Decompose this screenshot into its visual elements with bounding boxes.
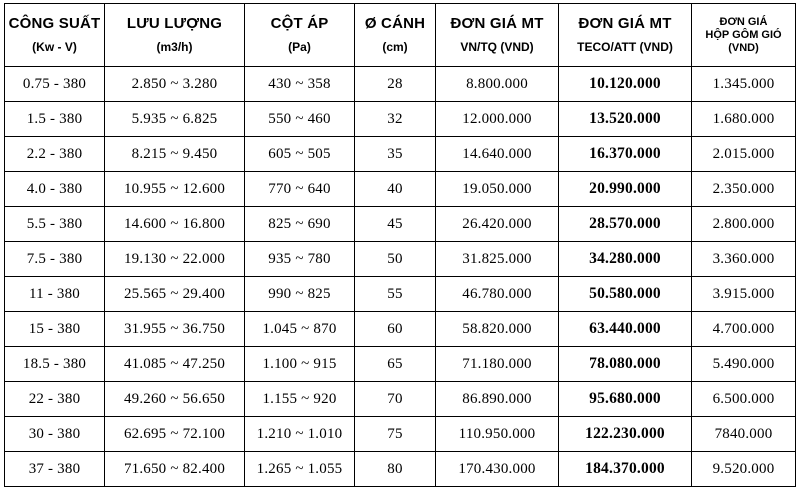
cell-price-teco-att: 184.370.000 [559,452,692,487]
table-row [5,452,796,487]
cell-power: 22 - 380 [5,382,105,417]
header-row [5,4,796,67]
cell-power: 4.0 - 380 [5,172,105,207]
cell-price-box: 2.350.000 [692,172,796,207]
cell-power: 0.75 - 380 [5,67,105,102]
cell-airflow: 71.650 ~ 82.400 [105,452,245,487]
header-price-teco-att [559,4,692,67]
cell-price-vn-tq: 12.000.000 [436,102,559,137]
cell-blade-diameter: 80 [355,452,436,487]
header-price-box [692,4,796,67]
cell-price-box: 1.680.000 [692,102,796,137]
table-body [5,67,796,487]
cell-power: 7.5 - 380 [5,242,105,277]
header-airflow [105,4,245,67]
cell-price-vn-tq: 19.050.000 [436,172,559,207]
cell-blade-diameter: 75 [355,417,436,452]
cell-airflow: 8.215 ~ 9.450 [105,137,245,172]
header-airflow-title: LƯU LƯỢNG [126,15,223,32]
header-power-unit: (Kw - V) [32,40,77,54]
price-table-container [4,3,795,489]
header-airflow-unit: (m3/h) [156,40,193,54]
cell-airflow: 19.130 ~ 22.000 [105,242,245,277]
cell-power: 18.5 - 380 [5,347,105,382]
cell-price-vn-tq: 110.950.000 [436,417,559,452]
cell-blade-diameter: 50 [355,242,436,277]
table-row [5,172,796,207]
cell-price-teco-att: 50.580.000 [559,277,692,312]
cell-price-box: 9.520.000 [692,452,796,487]
cell-price-teco-att: 95.680.000 [559,382,692,417]
cell-price-vn-tq: 26.420.000 [436,207,559,242]
header-price-vn-unit: VN/TQ (VND) [460,40,534,54]
cell-price-teco-att: 16.370.000 [559,137,692,172]
cell-price-box: 7840.000 [692,417,796,452]
table-row [5,382,796,417]
header-power [5,4,105,67]
cell-price-box: 5.490.000 [692,347,796,382]
cell-blade-diameter: 28 [355,67,436,102]
cell-pressure: 430 ~ 358 [245,67,355,102]
header-box-unit: (VND) [728,41,759,54]
cell-pressure: 825 ~ 690 [245,207,355,242]
cell-pressure: 550 ~ 460 [245,102,355,137]
cell-price-teco-att: 13.520.000 [559,102,692,137]
table-row [5,67,796,102]
table-row [5,137,796,172]
cell-price-vn-tq: 58.820.000 [436,312,559,347]
header-price-teco-unit: TECO/ATT (VND) [577,40,673,54]
table-row [5,102,796,137]
cell-pressure: 1.210 ~ 1.010 [245,417,355,452]
header-price-vn-tq [436,4,559,67]
cell-price-vn-tq: 14.640.000 [436,137,559,172]
cell-price-box: 2.015.000 [692,137,796,172]
cell-pressure: 1.100 ~ 915 [245,347,355,382]
cell-blade-diameter: 45 [355,207,436,242]
table-row [5,312,796,347]
cell-power: 37 - 380 [5,452,105,487]
cell-price-vn-tq: 46.780.000 [436,277,559,312]
cell-price-vn-tq: 31.825.000 [436,242,559,277]
cell-power: 5.5 - 380 [5,207,105,242]
cell-power: 11 - 380 [5,277,105,312]
cell-pressure: 1.045 ~ 870 [245,312,355,347]
table-row [5,277,796,312]
cell-pressure: 1.155 ~ 920 [245,382,355,417]
header-blade-unit: (cm) [382,40,408,54]
cell-power: 15 - 380 [5,312,105,347]
cell-pressure: 935 ~ 780 [245,242,355,277]
cell-pressure: 770 ~ 640 [245,172,355,207]
header-price-vn-title: ĐƠN GIÁ MT [450,15,544,32]
header-blade-diameter [355,4,436,67]
cell-price-teco-att: 20.990.000 [559,172,692,207]
cell-price-box: 3.360.000 [692,242,796,277]
header-pressure [245,4,355,67]
cell-power: 1.5 - 380 [5,102,105,137]
cell-price-teco-att: 34.280.000 [559,242,692,277]
cell-price-teco-att: 10.120.000 [559,67,692,102]
cell-price-vn-tq: 170.430.000 [436,452,559,487]
cell-airflow: 31.955 ~ 36.750 [105,312,245,347]
header-price-teco-title: ĐƠN GIÁ MT [578,15,672,32]
cell-price-teco-att: 63.440.000 [559,312,692,347]
table-row [5,242,796,277]
cell-blade-diameter: 60 [355,312,436,347]
cell-airflow: 41.085 ~ 47.250 [105,347,245,382]
cell-airflow: 62.695 ~ 72.100 [105,417,245,452]
cell-pressure: 605 ~ 505 [245,137,355,172]
cell-price-teco-att: 78.080.000 [559,347,692,382]
cell-airflow: 2.850 ~ 3.280 [105,67,245,102]
header-power-title: CÔNG SUẤT [8,15,101,32]
cell-blade-diameter: 32 [355,102,436,137]
cell-blade-diameter: 70 [355,382,436,417]
cell-price-vn-tq: 86.890.000 [436,382,559,417]
cell-price-box: 1.345.000 [692,67,796,102]
cell-pressure: 990 ~ 825 [245,277,355,312]
header-box-sub: HỘP GÔM GIÓ [705,28,782,41]
cell-airflow: 49.260 ~ 56.650 [105,382,245,417]
cell-airflow: 14.600 ~ 16.800 [105,207,245,242]
cell-price-box: 4.700.000 [692,312,796,347]
cell-price-vn-tq: 8.800.000 [436,67,559,102]
cell-power: 2.2 - 380 [5,137,105,172]
table-row [5,417,796,452]
cell-blade-diameter: 55 [355,277,436,312]
header-pressure-unit: (Pa) [288,40,311,54]
price-table [4,3,796,487]
cell-airflow: 25.565 ~ 29.400 [105,277,245,312]
header-blade-title: Ø CÁNH [364,15,426,32]
cell-price-box: 2.800.000 [692,207,796,242]
table-row [5,347,796,382]
cell-blade-diameter: 40 [355,172,436,207]
header-box-title: ĐƠN GIÁ [719,15,768,28]
cell-blade-diameter: 65 [355,347,436,382]
cell-airflow: 5.935 ~ 6.825 [105,102,245,137]
cell-price-teco-att: 28.570.000 [559,207,692,242]
cell-power: 30 - 380 [5,417,105,452]
cell-airflow: 10.955 ~ 12.600 [105,172,245,207]
cell-price-vn-tq: 71.180.000 [436,347,559,382]
cell-pressure: 1.265 ~ 1.055 [245,452,355,487]
cell-price-teco-att: 122.230.000 [559,417,692,452]
table-row [5,207,796,242]
cell-blade-diameter: 35 [355,137,436,172]
cell-price-box: 6.500.000 [692,382,796,417]
table-header [5,4,796,67]
header-pressure-title: CỘT ÁP [270,15,329,32]
cell-price-box: 3.915.000 [692,277,796,312]
